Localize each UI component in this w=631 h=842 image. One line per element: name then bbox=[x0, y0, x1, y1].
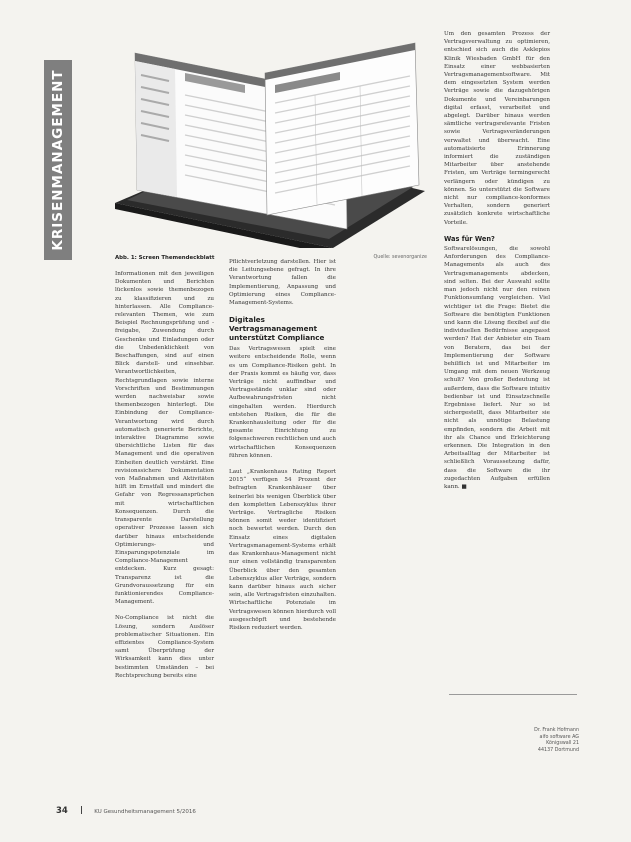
author-company: aifo software AG bbox=[539, 734, 579, 740]
text-column-1 bbox=[115, 270, 214, 688]
text-column-3 bbox=[444, 30, 550, 499]
section-heading: Digitales Vertragsmanagement unterstützt Compliance bbox=[229, 315, 325, 343]
paragraph: Informationen mit den jeweiligen Dokumenten und Berichten lückenlos sowie themenbezogen zu klassifizieren und zu hinterlassen. Alle Compliance-relevanten Themen, wie zum Beispiel Rechnungsprüfung und -freigabe, Zuwendung durch Geschenke und Einladungen oder die Unbedenklichkeit von Beschaffungen, sind auf einen Blick darstell- und einsehbar. Verantwortlichkeiten, Rechtsgrundlagen sowie interne Vorschriften und Bestimmungen werden nachweisbar sowie themenbezogen hinterlegt. Die Einbindung der Compliance-Verantwortung wird durch automatisch generierte Berichte, interaktive Diagramme sowie übersichtliche Listen für das Management und die operativen Einheiten deutlich verstärkt. Eine revisionssichere Dokumentation von Maßnahmen und Aktivitäten hilft im Ernstfall und mindert die Gefahr von Regressansprüchen mit wirtschaftlichen Konsequenzen. Durch die transparente Darstellung operativer Prozesse lassen sich darüber hinaus entscheidende Optimierungs- und Einsparungspotenziale im Compliance-Management entdecken. Kurz gesagt: Transparenz ist die Grundvoraussetzung für ein funktionierendes Compliance-Management. bbox=[115, 271, 214, 606]
author-name: Dr. Frank Hofmann bbox=[534, 728, 579, 733]
section-sidebar bbox=[44, 60, 72, 260]
figure-source: Quelle: sevenorganize bbox=[373, 255, 427, 260]
paragraph: Um den gesamten Prozess der Vertragsverwaltung zu optimieren, entschied sich auch die Asklepios Klinik Wiesbaden GmbH für den Einsatz einer webbasierten Vertragsmanagementsoftware. Mit dem eingesetzten System werden Verträge sowie die dazugehörigen Dokumente und Vereinbarungen digital erfasst, verarbeitet und abgelegt. Darüber hinaus werden sämtliche vertragsrelevante Fristen sowie Vertragsveränderungen verwaltet und überwacht. Eine automatisierte Erinnerung informiert die zuständigen Mitarbeiter über anstehende Fristen, um Verträge termingerecht verlängern oder kündigen zu können. So unterstützt die Software nicht nur compliance-konformes Verhalten, sondern generiert zusätzlich konkrete wirtschaftliche Vorteile. bbox=[444, 31, 550, 226]
text-column-2 bbox=[229, 258, 336, 640]
page-number: 34 bbox=[56, 806, 68, 816]
software-screenshot bbox=[115, 33, 425, 248]
author-city: 44137 Dortmund bbox=[537, 747, 579, 753]
subsection-heading: Was für Wen? bbox=[444, 234, 495, 243]
paragraph: No-Compliance ist nicht die Lösung, sondern Auslöser problematischer Situationen. Ein effizientes Compliance-System samt Überprüfung der Wirksamkeit kann dies unter bestimmten Umständen – bei Rechtsprechung bereits eine bbox=[115, 615, 214, 679]
footer-separator bbox=[81, 806, 82, 814]
page-footer bbox=[56, 806, 196, 816]
section-label: KRISENMANAGEMENT bbox=[50, 69, 66, 251]
paragraph: Pflichtverletzung darstellen. Hier ist die Leitungsebene gefragt. In ihre Verantwortung fallen die Implementierung, Anpassung und Optimierung eines Compliance-Management-Systems. bbox=[229, 259, 336, 307]
paragraph: Softwarelösungen, die sowohl Anforderungen des Compliance-Managements als auch des Vertragsmanagements abdecken, sind selten. Bei der Auswahl sollte man jedoch nicht nur den reinen Funktionsumfang vergleichen. Viel wichtiger ist die Frage: Bietet die Software die benötigten Funktionen und kann die Lösung flexibel auf die individuellen Bedürfnisse angepasst werden? Hat der Anbieter ein Team von Beratern, das bei der Implementierung der Software behilflich ist und Mitarbeiter im Umgang mit dem neuen Werkzeug schult? Von großer Bedeutung ist außerdem, dass die Software intuitiv bedienbar ist und Einsatzschnelle Ergebnisse liefert. Nur so ist sichergestellt, dass Mitarbeiter sie nicht als unnötige Belastung empfinden, sondern die Arbeit mit ihr als Chance und Erleichterung erkennen. Die Integration in den Arbeitsalltag der Mitarbeiter ist schließlich Voraussetzung dafür, dass die Software die ihr zugedachten Aufgaben erfüllen kann. ■ bbox=[444, 246, 550, 490]
paragraph: Laut „Krankenhaus Rating Report 2015“ verfügen 54 Prozent der befragten Krankenhäuser über keinerlei bis wenigen Überblick über den kompletten Lebenszyklus ihrer Verträge. Vertragliche Risiken können somit weder identifiziert noch bewertet werden. Durch den Einsatz eines digitalen Vertragsmanagement-Systems erhält das Krankenhaus-Management nicht nur einen vollständig transparenten Überblick über den gesamten Lebenszyklus aller Verträge, sondern kann darüber hinaus auch sicher sein, alle Vertragsfristen einzuhalten. Wirtschaftliche Potenziale im Vertragswesen können hierdurch voll ausgeschöpft und bestehende Risiken reduziert werden. bbox=[229, 469, 336, 631]
figure-caption-label: Abb. 1: Screen Themendeckblatt bbox=[115, 255, 215, 261]
author-divider bbox=[449, 694, 577, 695]
magazine-name: KU Gesundheitsmanagement 5/2016 bbox=[94, 809, 196, 815]
author-street: Königswall 21 bbox=[546, 741, 579, 747]
author-block bbox=[479, 728, 579, 754]
paragraph: Das Vertragswesen spielt eine weitere entscheidende Rolle, wenn es um Compliance-Risiken geht. In der Praxis kommt es häufig vor, dass Verträge nicht auffindbar und Vertragsstände unklar sind oder Aufbewahrungsfristen nicht eingehalten werden. Hierdurch entstehen Risiken, die für die Krankenhausleitung oder für die gesamte Einrichtung zu folgenschweren rechtlichen und auch wirtschaftlichen Konsequenzen führen können. bbox=[229, 346, 336, 459]
